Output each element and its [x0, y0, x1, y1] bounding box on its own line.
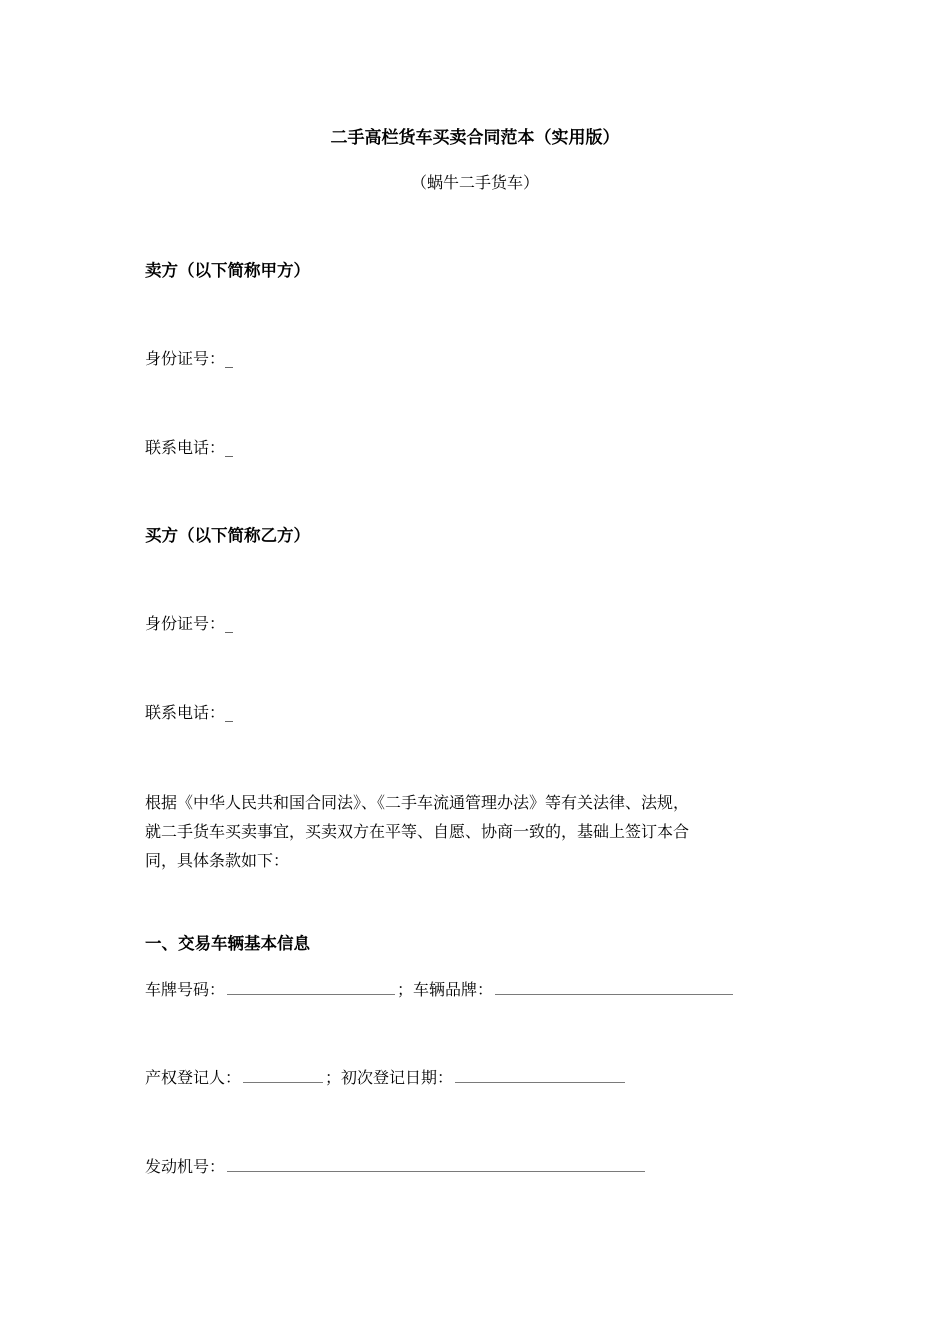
buyer-heading: 买方（以下简称乙方）	[145, 526, 310, 545]
section1-heading: 一、交易车辆基本信息	[145, 934, 310, 953]
separator: ；	[397, 980, 414, 999]
plate-label: 车牌号码：	[145, 980, 226, 999]
owner-date-row	[145, 1066, 627, 1090]
preamble-line: 同，具体条款如下：	[145, 851, 290, 870]
first-reg-blank[interactable]	[455, 1066, 625, 1083]
owner-blank[interactable]	[243, 1066, 323, 1083]
plate-brand-row	[145, 978, 735, 1002]
engine-label: 发动机号：	[145, 1157, 226, 1176]
brand-label: 车辆品牌：	[413, 980, 494, 999]
first-reg-label: 初次登记日期：	[341, 1068, 454, 1087]
engine-row	[145, 1155, 647, 1179]
preamble-line: 根据《中华人民共和国合同法》、《二手车流通管理办法》等有关法律、法规，	[145, 793, 690, 812]
preamble-line: 就二手货车买卖事宜，买卖双方在平等、自愿、协商一致的，基础上签订本合	[145, 822, 690, 841]
brand-blank[interactable]	[495, 978, 733, 995]
engine-blank[interactable]	[227, 1155, 645, 1172]
owner-label: 产权登记人：	[145, 1068, 242, 1087]
separator: ；	[325, 1068, 342, 1087]
seller-id-field: 身份证号：_	[145, 349, 234, 368]
plate-blank[interactable]	[227, 978, 395, 995]
preamble-paragraph	[145, 788, 825, 875]
document-subtitle: （蜗牛二手货车）	[410, 173, 539, 192]
document-title: 二手高栏货车买卖合同范本（实用版）	[330, 128, 620, 148]
buyer-id-field: 身份证号：_	[145, 614, 234, 633]
seller-phone-field: 联系电话：_	[145, 438, 234, 457]
seller-heading: 卖方（以下简称甲方）	[145, 261, 310, 280]
buyer-phone-field: 联系电话：_	[145, 703, 234, 722]
